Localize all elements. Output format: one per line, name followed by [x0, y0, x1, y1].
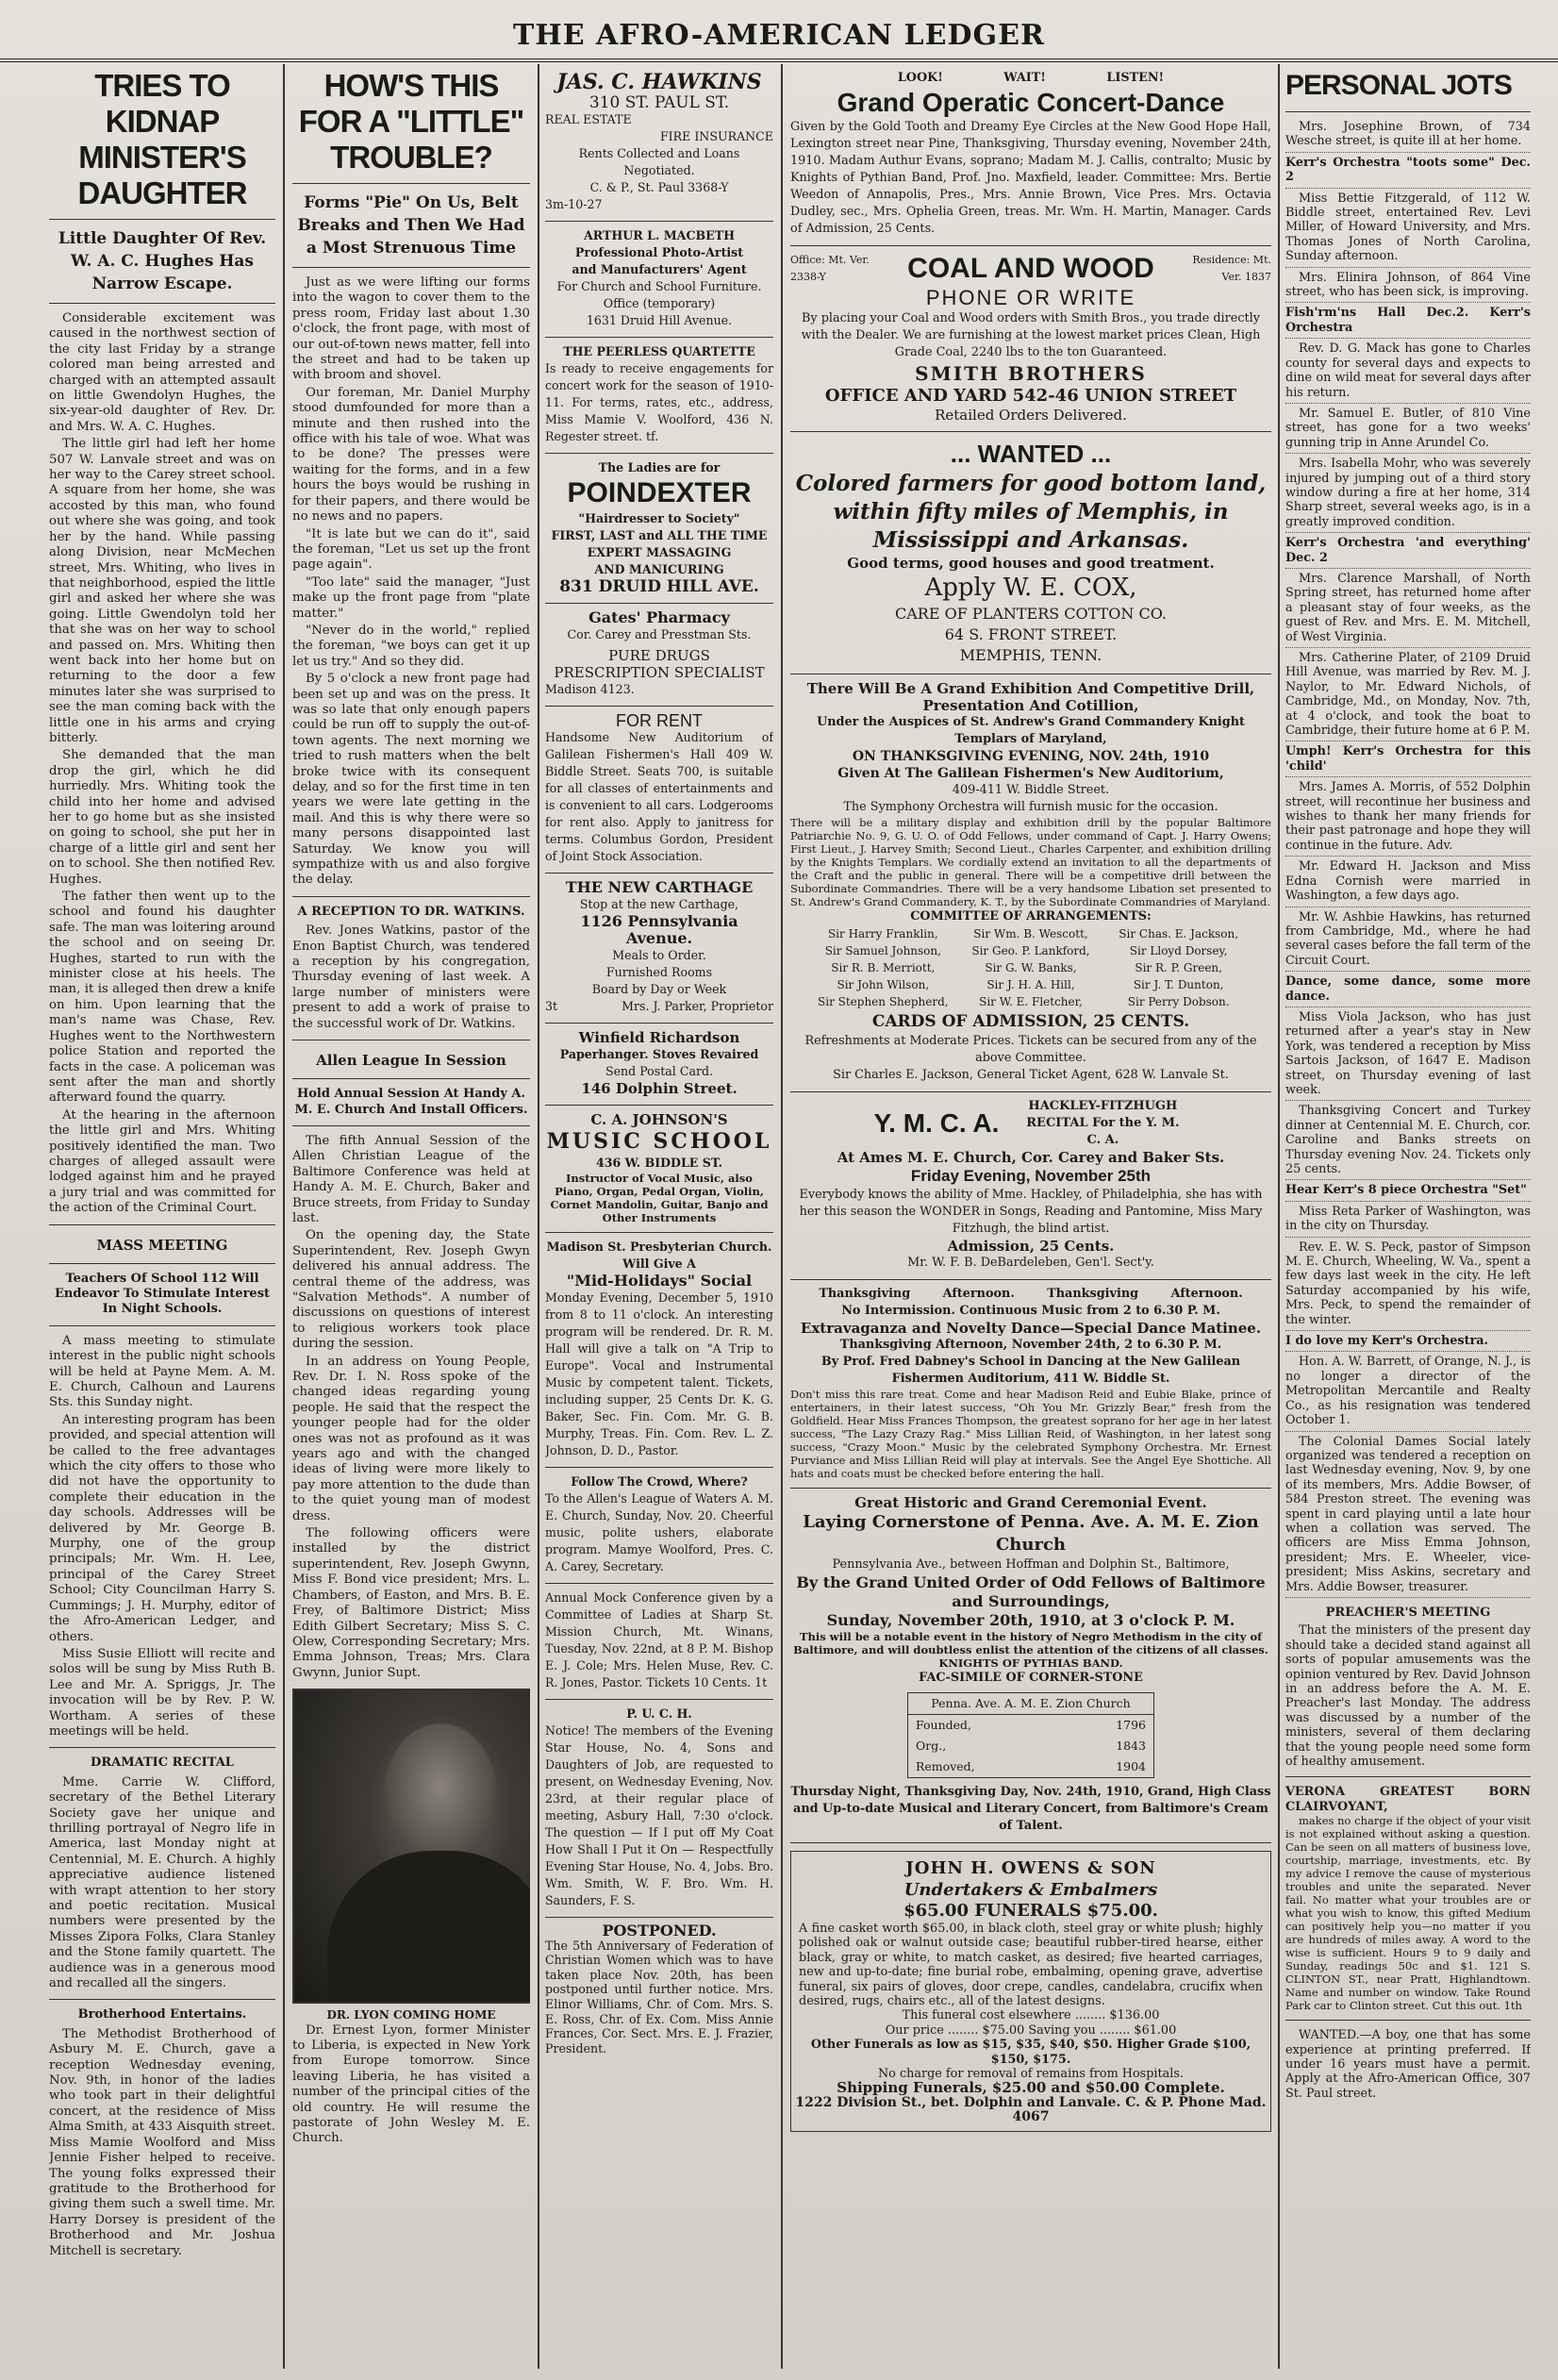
headline-kidnap: TRIES TO KIDNAP MINISTER'S DAUGHTER [77, 68, 247, 210]
drill-body: There will be a military display and exhibition drill by the popular Baltimore Patriarchie No. 9, G. U. O. of Odd Fellows, under command of Capt. J. Harry Owens; First Lieut., J. Harvey Smith; Second Lieut., Charles Carpenter, and exhibition drilling by the Knights Templars. We cordially extend an invitation to all the departments of the Craft and the public in general. There will be a competitive drill between the Subordinate Commandries. There will be a very handsome Libation set presented to St. Andrew's Grand Commandery, K. T., by the Subordinate Commandries of Maryland. [790, 816, 1271, 908]
jots-list [1285, 120, 1531, 1598]
article-paragraph: Just as we were lifting our forms into the wagon to cover them to the press room, Friday last about 1.30 o'clock, the front page, with most of our out-of-town news matter, fell into the street and had to be taken up with broom and shovel. [292, 275, 530, 383]
follow-heading: Follow The Crowd, Where? [571, 1474, 748, 1489]
hawkins-line: FIRE INSURANCE [659, 129, 773, 143]
column-3 [545, 64, 773, 2371]
dance-date: Thanksgiving Afternoon, November 24th, 2 to 6.30 P. M. [839, 1338, 1222, 1352]
madison-title: "Mid-Holidays" Social [566, 1272, 753, 1290]
personal-jot: Thanksgiving Concert and Turkey dinner at Centennial M. E. Church, cor. Caroline and Banks streets on Thursday evening Nov. 24. Tickets only 25 cents. [1285, 1104, 1531, 1180]
column-rule [538, 64, 539, 2369]
watkins-heading: A RECEPTION TO DR. WATKINS. [297, 904, 525, 919]
cornerstone-row: Founded, 1796 [916, 1718, 1146, 1732]
carthage-code: 3t [545, 999, 558, 1013]
headline-trouble: HOW'S THIS FOR A "LITTLE" TROUBLE? [298, 68, 524, 175]
poindexter-line: FIRST, LAST and ALL THE TIME [551, 528, 768, 542]
owens-price: $65.00 FUNERALS $75.00. [903, 1901, 1158, 1921]
concert-top: LOOK! WAIT! LISTEN! [897, 71, 1165, 85]
article-paragraph: The fifth Annual Session of the Allen Christian League of the Baltimore Conference was held at Handy A. M. E. Church, Baker and Bruce streets, from Friday to Sunday last. [292, 1133, 530, 1225]
postponed-heading: POSTPONED. [602, 1922, 717, 1939]
divider [49, 1224, 275, 1225]
article-paragraph: She demanded that the man drop the girl, which he did hurriedly. Mrs. Whiting took the child into her home and advised her to go home but as she insisted on going to school, she put her in charge of a little girl and sent her on to school. She then notified Rev. Hughes. [49, 748, 275, 887]
subhead-kidnap: Little Daughter Of Rev. W. A. C. Hughes Has Narrow Escape. [58, 229, 267, 293]
macbeth-line: For Church and School Furniture. [556, 279, 762, 293]
peerless-heading: THE PEERLESS QUARTETTE [563, 344, 755, 358]
gates-phone: Madison 4123. [545, 682, 635, 696]
poindexter-ad [545, 454, 773, 604]
owens-our: Our price ........ $75.00 Saving you ........ $61.00 [885, 2022, 1177, 2038]
coal-phone: PHONE OR WRITE [925, 286, 1136, 309]
article-paragraph: On the opening day, the State Superintendent, Rev. Joseph Gwyn delivered his annual address. The central theme of the address, was "Salvation Methods". A number of discussions on questions of interest to religious workers took place during the session. [292, 1228, 530, 1352]
drill-place: Given At The Galilean Fishermen's New Auditorium, [837, 766, 1224, 781]
committee-member: Sir Lloyd Dorsey, [1129, 944, 1228, 957]
zion-by: By the Grand United Order of Odd Fellows of Baltimore and Surroundings, [796, 1573, 1266, 1610]
article-paragraph: Considerable excitement was caused in the northwest section of the city last Friday by a strange colored man being arrested and charged with an attempted assault on little Gwendolyn Hughes, the six-year-old daughter of Rev. Dr. and Mrs. W. A. C. Hughes. [49, 311, 275, 434]
verona-heading: VERONA GREATEST BORN CLAIRVOYANT, [1285, 1785, 1531, 1814]
article-paragraph: The following officers were installed by the district superintendent, Rev. Joseph Gwynn, Miss F. Bond vice president; Mrs. L. Chambers, of Easton, and Mrs. B. E. Frey, of Baltimore District; Miss Edith Gilbert Secretary; Miss S. C. Olew, Corresponding Secretary; Mrs. Emma Johnson, Treas; Mrs. Clara Gwynn, Junior Supt. [292, 1526, 530, 1680]
verona-body: makes no charge if the object of your visit is not explained without asking a question. Can be seen on all matters of business love, courtship, marriage, investments, etc. By my advice I remove the cause of mysterious troubles and unite the separated. Never fail. No matter what your troubles are or what you wish to know, this gifted Medium can positively help you—no matter if you are hundreds of miles away. A word to the wise is sufficient. Hours 9 to 9 daily and Sunday, readings 50c and $1. 121 S. CLINTON ST., near Pratt, Highlandtown. Name and number on window. Take Round Park car to Clinton street. Cut this out. 1th [1285, 1814, 1531, 2013]
article-paragraph: The father then went up to the school and found his daughter safe. The man was loitering around the school and on seeing Dr. Hughes, started to run with the minister close at his heels. The man, it is alleged then drew a knife on him. Upon learning that the man's name was Chase, Rev. Hughes went to the Northwestern police Station and reported the facts in the case. A policeman was sent after the man and shortly afterward found the quarry. [49, 890, 275, 1106]
divider [49, 1263, 275, 1264]
portrait-photo [292, 1689, 530, 2004]
dance-top2: No Intermission. Continuous Music from 2 to 6.30 P. M. [841, 1304, 1220, 1318]
brotherhood-heading: Brotherhood Entertains. [77, 2007, 247, 2022]
dance-ad [790, 1280, 1271, 1489]
ymca-sign: Mr. W. F. B. DeBardeleben, Gen'l. Sect'y. [907, 1256, 1154, 1270]
cornerstone-row: Org., 1843 [916, 1739, 1146, 1753]
ymca-date: Friday Evening, November 25th [910, 1167, 1152, 1185]
wanted-classified: WANTED.—A boy, one that has some experience at printing preferred. If under 16 years must have a permit. Apply at the Afro-American Office, 307 St. Paul street. [1285, 2028, 1531, 2101]
wanted-city: MEMPHIS, TENN. [959, 646, 1102, 664]
coal-ad [790, 246, 1271, 432]
article-paragraph: A mass meeting to stimulate interest in the public night schools will be held at Payne Mem. A. M. E. Church, Calhoun and Laurens Sts. this Sunday night. [49, 1333, 275, 1410]
divider [49, 1325, 275, 1326]
richardson-ad [545, 1024, 773, 1106]
committee-member: Sir J. T. Dunton, [1133, 978, 1224, 991]
divider [49, 219, 275, 220]
cards-sign: Sir Charles E. Jackson, General Ticket Agent, 628 W. Lanvale St. [833, 1068, 1229, 1082]
personal-jot: Rev. E. W. S. Peck, pastor of Simpson M. E. Church, Wheeling, W. Va., spent a few days last week in the city. He left Saturday accompanied by his wife, Mrs. Peck, to spend the remainder of the winter. [1285, 1240, 1531, 1331]
drill-ad [790, 674, 1271, 1092]
divider [1285, 2020, 1531, 2021]
ymca-admission: Admission, 25 Cents. [947, 1238, 1115, 1255]
gates-line: PRESCRIPTION SPECIALIST [554, 664, 765, 681]
article-paragraph: The little girl had left her home 507 W. Lanvale street and was on her way to the Carey street school. A square from her home, she was accosted by this man, who found out where she was going, and took her by the hand. While passing along Division, near McMechen street, Mrs. Whiting, who lives in that neighborhood, espied the little girl and asked her where she was going. Little Gwendolyn told her that she was on her way to school and passed on. Mrs. Whiting then went back into her home but on returning to the door a few minutes later she was surprised to see the man coming back with the little one in his arms and crying bitterly. [49, 437, 275, 745]
committee-member: Sir Harry Franklin, [827, 927, 938, 940]
dance-body: Don't miss this rare treat. Come and hear Madison Reid and Eubie Blake, prince of entertainers, in their latest success, "Oh You Mr. Grizzly Bear," fresh from the Goldfield. Hear Miss Frances Thompson, the greatest soprano for her age in her latest success, "The Lazy Crazy Rag." Miss Lillian Reid, of Washington, in her latest song success, "Crazy Moon." Music by the celebrated Symphony Orchestra. Mr. Ernest Purviance and Miss Lillian Reid will play at intervals. See the Angel Eye Shottiche. All hats and coats must be checked before entering the hall. [790, 1388, 1271, 1480]
wanted-apply: Apply W. E. COX, [924, 574, 1137, 602]
coal-title: COAL AND WOOD [907, 253, 1154, 284]
personal-jot: The Colonial Dames Social lately organized was tendered a reception on last Wednesday evening, Nov. 9, by one of its members, Mrs. Addie Bowser, of 584 Preston street. The evening was spent in card playing until a late hour when a collation was served. The officers are Miss Emma Johnson, president; Mrs. E. Wheeler, vice-president; Miss Askins, secretary and Mrs. Addie Bowser, treasurer. [1285, 1435, 1531, 1598]
poindexter-line: AND MANICURING [594, 562, 724, 576]
carthage-address: 1126 Pennsylvania Avenue. [580, 912, 738, 947]
divider [49, 303, 275, 304]
article-paragraph: Mme. Carrie W. Clifford, secretary of the Bethel Literary Society gave her unique and thrilling portrayal of Negro life in America, last Monday night at Centennial, M. E. Church. A highly appreciative audience listened with wrapt attention to her story and poetic recitation. Musical numbers were presented by the Misses Zipora Folks, Clara Stanley and the Stone family quartett. The audience was in a generous mood and recalled all the singers. [49, 1774, 275, 1991]
hawkins-code: 3m-10-27 [545, 197, 603, 211]
personal-jot: Mrs. Elinira Johnson, of 864 Vine street, who has been sick, is improving. [1285, 271, 1531, 304]
peerless-ad [545, 338, 773, 454]
divider [292, 183, 530, 184]
zion-heading: Great Historic and Grand Ceremonial Event. [854, 1494, 1207, 1511]
gates-address: Cor. Carey and Presstman Sts. [567, 627, 752, 641]
poindexter-name: POINDEXTER [567, 477, 752, 508]
richardson-address: 146 Dolphin Street. [581, 1080, 738, 1097]
macbeth-ad [545, 222, 773, 338]
macbeth-name: ARTHUR L. MACBETH [584, 228, 735, 242]
committee-member: Sir Wm. B. Wescott, [973, 927, 1088, 940]
article-paragraph: "Never do in the world," replied the foreman, "we boys can get it up let us try." And so they did. [292, 623, 530, 669]
allen-subhead: Hold Annual Session At Handy A. M. E. Church And Install Officers. [294, 1087, 528, 1117]
article-paragraph: At the hearing in the afternoon the little girl and Mrs. Whiting positively identified the man. Two charges of alleged assault were lodged against him and he prayed a jury trial and was committed for the action of the Criminal Court. [49, 1107, 275, 1216]
personal-jot: Mrs. James A. Morris, of 552 Dolphin street, will recontinue her business and wishes to thank her many friends for their past patronage and hope they will continue in the future. Adv. [1285, 780, 1531, 857]
owens-ship: Shipping Funerals, $25.00 and $50.00 Complete. [837, 2079, 1225, 2097]
ymca-ad [790, 1092, 1271, 1280]
column-rule [1278, 64, 1280, 2369]
forrent-heading: FOR RENT [616, 711, 703, 730]
article-paragraph: "Too late" said the manager, "Just make up the front page from "plate matter." [292, 574, 530, 621]
coal-header [790, 252, 1271, 286]
allen-heading: Allen League In Session [316, 1052, 506, 1070]
personal-jot: Miss Viola Jackson, who has just returned after a year's stay in New York, was tendered a reception by Miss Sartois Jackson, of 1647 E. Madison street, on Thursday evening of last week. [1285, 1010, 1531, 1101]
personal-jot: Miss Bettie Fitzgerald, of 112 W. Biddle street, entertained Rev. Levi Miller, of Howard University, and Mrs. Thomas Jones of North Carolina, Sunday afternoon. [1285, 191, 1531, 268]
personal-jot: Hon. A. W. Barrett, of Orange, N. J., is no longer a director of the Metropolitan Mercantile and Realty Co., as his resignation was tendered October 1. [1285, 1355, 1531, 1431]
forrent-body: Handsome New Auditorium of Galilean Fishermen's Hall 409 W. Biddle Street. Seats 700, is suitable for all classes of entertainments and is convenient to all cars. Lodgerooms for rent also. Apply to janitress for terms. Columbus Gordon, President of Joint Stock Association. [545, 730, 773, 863]
carthage-name: THE NEW CARTHAGE [565, 878, 754, 896]
committee-member: Sir G. W. Banks, [985, 961, 1077, 974]
coal-body: By placing your Coal and Wood orders with Smith Bros., you trade directly with the Dealer. We are furnishing at the lowest market prices Clean, High Grade Coal, 2240 lbs to the ton Guaranteed. [801, 311, 1261, 359]
article-paragraph: Dr. Ernest Lyon, former Minister to Liberia, is expected in New York from Europe tomorrow. Since leaving Liberia, he has visited a number of the principal cities of the old country. He will resume the pastorate of John Wesley M. E. Church. [292, 2022, 530, 2146]
johnson-body: Instructor of Vocal Music, also Piano, Organ, Pedal Organ, Violin, Cornet Mandolin, Guitar, Banjo and Other Instruments [550, 1172, 769, 1224]
zion-body: This will be a notable event in the history of Negro Methodism in the city of Baltimore, and will doubtless enlist the attention of the citizens of all classes. KNIGHTS OF PYTHIAS BAND. [793, 1630, 1268, 1670]
zion-address: Pennsylvania Ave., between Hoffman and Dolphin St., Baltimore, [832, 1557, 1230, 1572]
recital-heading: DRAMATIC RECITAL [91, 1756, 234, 1771]
article-paragraph: "It is late but we can do it", said the foreman, "Let us set up the front page again". [292, 526, 530, 573]
macbeth-address: 1631 Druid Hill Avenue. [586, 313, 733, 327]
poindexter-line: EXPERT MASSAGING [587, 545, 732, 559]
hawkins-ad [545, 64, 773, 222]
mass-meeting-heading: MASS MEETING [96, 1236, 228, 1254]
puch-ad [545, 1700, 773, 1918]
personal-jot: Mrs. Isabella Mohr, who was severely injured by jumping out of a third story window during a fire at her home, 314 Sharp street, several weeks ago, is in a greatly improved condition. [1285, 457, 1531, 533]
wanted-body: Colored farmers for good bottom land, within fifty miles of Memphis, in Mississippi and Arkansas. [795, 471, 1267, 553]
personal-jot: Miss Reta Parker of Washington, was in the city on Thursday. [1285, 1205, 1531, 1238]
hawkins-line: REAL ESTATE [545, 112, 632, 126]
coal-name: SMITH BROTHERS [915, 362, 1147, 385]
cards-heading: CARDS OF ADMISSION, 25 CENTS. [871, 1012, 1190, 1031]
orchestra-notice: Kerr's Orchestra 'and everything' Dec. 2 [1285, 536, 1531, 569]
cornerstone-box [907, 1692, 1154, 1778]
johnson-name: C. A. JOHNSON'S [590, 1111, 728, 1128]
poindexter-line: The Ladies are for [598, 460, 721, 474]
puch-heading: P. U. C. H. [626, 1706, 692, 1721]
orchestra-notice: Dance, some dance, some more dance. [1285, 974, 1531, 1007]
zion-ad [790, 1489, 1271, 1843]
personal-jot: Mr. Edward H. Jackson and Miss Edna Cornish were married in Washington, a few days ago. [1285, 859, 1531, 907]
divider [49, 1999, 275, 2000]
carthage-line: Furnished Rooms [605, 965, 713, 979]
johnson-ad [545, 1106, 773, 1233]
committee-list [790, 925, 1271, 1010]
committee-heading: COMMITTEE OF ARRANGEMENTS: [910, 909, 1152, 924]
macbeth-line: Office (temporary) [603, 296, 716, 310]
divider [292, 1125, 530, 1126]
committee-member: Sir Stephen Shepherd, [818, 995, 949, 1008]
cards-body: Refreshments at Moderate Prices. Tickets can be secured from any of the above Committee. [804, 1034, 1257, 1065]
column-4 [790, 64, 1271, 2371]
divider [1285, 1776, 1531, 1777]
cornerstone-row: Penna. Ave. A. M. E. Zion Church [908, 1693, 1153, 1715]
madison-body: Monday Evening, December 5, 1910 from 8 to 11 o'clock. An interesting program will be rendered. Dr. R. M. Hall will give a talk on "A Trip to Europe". Vocal and Instrumental Music by competent talent. Tickets, including supper, 25 Cents Dr. K. G. Baker, Sec. Fin. Com. Mr. G. B. Murphy, Treas. Fin. Com. Rev. L. Z. Johnson, D. D., Pastor. [545, 1290, 773, 1457]
owens-other: Other Funerals as low as $15, $35, $40, $50. Higher Grade $100, $150, $175. [810, 2038, 1251, 2067]
richardson-name: Winfield Richardson [578, 1029, 740, 1046]
committee-member: Sir Geo. P. Lankford, [971, 944, 1090, 957]
concert-title: Grand Operatic Concert-Dance [837, 88, 1225, 117]
owens-cost: This funeral cost elsewhere ........ $136.00 [902, 2008, 1160, 2023]
richardson-line: Send Postal Card. [605, 1064, 714, 1078]
article-paragraph: Rev. Jones Watkins, pastor of the Enon Baptist Church, was tendered a reception by his congregation, Thursday evening of last week. A large number of ministers were present to add a work of praise to the successful work of Dr. Watkins. [292, 924, 530, 1031]
carthage-line: Board by Day or Week [591, 982, 727, 996]
annual-body: Annual Mock Conference given by a Committee of Ladies at Sharp St. Mission Church, Mt. Winans, Tuesday, Nov. 22nd, at 8 P. M. Bishop E. J. Cole; Mrs. Helen Muse, Rev. C. R. Jones, Pastor. Tickets 10 Cents. 1t [545, 1590, 773, 1689]
wanted-care: CARE OF PLANTERS COTTON CO. [894, 605, 1167, 623]
ymca-recital: HACKLEY-FITZHUGH RECITAL For the Y. M. C. A. [1026, 1099, 1180, 1147]
dance-top: Thanksgiving Afternoon. Thanksgiving Afternoon. [819, 1287, 1243, 1301]
owens-trade: Undertakers & Embalmers [903, 1880, 1158, 1900]
committee-member: Sir R. P. Green, [1135, 961, 1222, 974]
dance-title: Extravaganza and Novelty Dance—Special Dance Matinee. [800, 1320, 1262, 1337]
ymca-place: At Ames M. E. Church, Cor. Carey and Baker Sts. [837, 1149, 1225, 1166]
divider [292, 1078, 530, 1079]
macbeth-line: and Manufacturers' Agent [572, 262, 747, 276]
hawkins-address: 310 ST. PAUL ST. [588, 93, 730, 112]
personal-jot: Mrs. Josephine Brown, of 734 Wesche street, is quite ill at her home. [1285, 120, 1531, 153]
orchestra-notice: Kerr's Orchestra "toots some" Dec. 2 [1285, 156, 1531, 189]
postponed-ad [545, 1918, 773, 2055]
orchestra-notice: I do love my Kerr's Orchestra. [1285, 1334, 1531, 1352]
zion-title: Laying Cornerstone of Penna. Ave. A. M. E. Zion Church [803, 1512, 1259, 1555]
puch-body: Notice! The members of the Evening Star House, No. 4, Sons and Daughters of Job, are requested to present, on Wednesday Evening, Nov. 23rd, at their regular place of meeting, Asbury Hall, 7:30 o'clock. The question — If I put off My Coat How Shall I Put it On — Respectfully Evening Star House, No. 4, Jobs. Bro. Wm. Smith, W. F. Bro. Wm. H. Saunders, F. S. [545, 1723, 773, 1907]
coal-residence-phone: Residence: Mt. Ver. 1837 [1192, 254, 1271, 283]
article-paragraph: In an address on Young People, Rev. Dr. I. N. Ross spoke of the changed ideas regarding young people. He said that the respect the younger people had for the older ones was not as profound as it was years ago and with the changed ideas of living were more likely to pay more attention to the dude than to the quiet young man of modest dress. [292, 1354, 530, 1523]
gates-ad [545, 604, 773, 707]
committee-member: Sir Samuel Johnson, [824, 944, 941, 957]
madison-heading: Madison St. Presbyterian Church. Will Give A [546, 1240, 772, 1271]
macbeth-line: Professional Photo-Artist [574, 245, 744, 259]
coal-office-phone: Office: Mt. Ver. 2338-Y [790, 254, 870, 283]
facsimile-heading: FAC-SIMILE OF CORNER-STONE [919, 1671, 1143, 1685]
coal-retail: Retailed Orders Delivered. [935, 407, 1127, 424]
orchestra-notice: Hear Kerr's 8 piece Orchestra "Set" [1285, 1183, 1531, 1201]
article-paragraph: That the ministers of the present day should take a decided stand against all sorts of popular amusements was the opinion ventured by Rev. David Johnson in an address before the A. M. E. Preacher's last Monday. The address was discussed by a number of the ministers, several of them declaring that the young people need some form of healthy amusement. [1285, 1623, 1531, 1770]
zion-date: Sunday, November 20th, 1910, at 3 o'clock P. M. [826, 1611, 1235, 1629]
mass-meeting-subhead: Teachers Of School 112 Will Endeavor To Stimulate Interest In Night Schools. [54, 1271, 271, 1317]
column-rule [283, 64, 285, 2369]
orchestra-notice: Fish'rm'ns Hall Dec.2. Kerr's Orchestra [1285, 306, 1531, 339]
personal-jot: Mr. Samuel E. Butler, of 810 Vine street, has gone for a two weeks' gunning trip in Anne Arundel Co. [1285, 407, 1531, 454]
wanted-title: ... WANTED ... [950, 440, 1112, 468]
carthage-ad [545, 874, 773, 1024]
committee-member: Sir Perry Dobson. [1127, 995, 1230, 1008]
hawkins-name: JAS. C. HAWKINS [556, 70, 762, 94]
drill-sub: Under the Auspices of St. Andrew's Grand Commandery Knight Templars of Maryland, [817, 715, 1245, 746]
article-paragraph: Our foreman, Mr. Daniel Murphy stood dumfounded for more than a minute and then rushed into the office with his tale of woe. What was to be done? The presses were waiting for the forms, and in a few hours the boys would be rushing in for their papers, and there would be no news and no papers. [292, 385, 530, 524]
poindexter-line: "Hairdresser to Society" [578, 511, 740, 525]
headline-personal-jots: PERSONAL JOTS [1285, 70, 1512, 101]
portrait-face [384, 1723, 497, 1865]
divider [292, 267, 530, 268]
owens-address: 1222 Division St., bet. Dolphin and Lanvale. C. & P. Phone Mad. 4067 [795, 2094, 1267, 2125]
owens-nocharge: No charge for removal of remains from Hospitals. [877, 2067, 1185, 2082]
postponed-body: The 5th Anniversary of Federation of Christian Women which was to have taken place Nov. 20th, has been postponed until further notice. Mrs. Elinor Williams, Chr. of Com. Mrs. S. E. Ross, Chr. of Ex. Com. Miss Annie Frances, Cor. Sect. Mrs. E. J. Frazier, President. [545, 1938, 773, 2055]
johnson-address: 436 W. BIDDLE ST. [595, 1156, 723, 1170]
committee-member: Sir John Wilson, [837, 978, 930, 991]
personal-jot: Mrs. Catherine Plater, of 2109 Druid Hill Avenue, was married by Rev. M. J. Naylor, to Mr. Edward Nichols, of Cambridge, Md., on Monday, Nov. 7th, at 4 o'clock, and took the boat to Cambridge, their future home at 6 P. M. [1285, 651, 1531, 741]
column-5 [1285, 64, 1531, 2371]
column-1 [49, 64, 275, 2371]
divider [49, 1747, 275, 1748]
hawkins-phone: C. & P., St. Paul 3368-Y [589, 180, 729, 194]
forrent-ad [545, 707, 773, 874]
wanted-terms: Good terms, good houses and good treatment. [847, 555, 1215, 572]
divider [292, 896, 530, 897]
preachers-heading: PREACHER'S MEETING [1325, 1605, 1491, 1620]
gates-line: PURE DRUGS [608, 647, 710, 664]
orchestra-notice: Umph! Kerr's Orchestra for this 'child' [1285, 744, 1531, 777]
concert-ad [790, 64, 1271, 246]
carthage-line: Meals to Order. [612, 948, 706, 962]
ymca-header [790, 1098, 1271, 1149]
committee-member: Sir J. H. A. Hill, [986, 978, 1075, 991]
hawkins-line: Rents Collected and Loans Negotiated. [578, 146, 740, 177]
owens-name: JOHN H. OWENS & SON [905, 1858, 1156, 1878]
article-paragraph: Miss Susie Elliott will recite and solos will be sung by Miss Ruth B. Lee and Mr. A. Spriggs, Jr. The invocation will be by Rev. P. W. Wortham. A series of these meetings will be held. [49, 1646, 275, 1739]
masthead: THE AFRO-AMERICAN LEDGER [0, 19, 1558, 62]
drill-orchestra: The Symphony Orchestra will furnish music for the occasion. [843, 800, 1218, 814]
subhead-trouble: Forms "Pie" On Us, Belt Breaks and Then We Had a Most Strenuous Time [297, 193, 525, 258]
column-rule [781, 64, 783, 2369]
portrait-body [327, 1851, 530, 2002]
drill-title: There Will Be A Grand Exhibition And Competitive Drill, Presentation And Cotillion, [806, 680, 1255, 714]
owens-ad [790, 1851, 1271, 2132]
divider [1285, 111, 1531, 112]
wanted-ad [790, 432, 1271, 674]
personal-jot: Mr. W. Ashbie Hawkins, has returned from Cambridge, Md., where he had several cases before the fall term of the Circuit Court. [1285, 910, 1531, 973]
personal-jot: Mrs. Clarence Marshall, of North Spring street, has returned home after a pleasant stay of four weeks, as the guest of Rev. and Mrs. E. M. Mitchell, of West Virginia. [1285, 572, 1531, 648]
column-2 [292, 64, 530, 2371]
personal-jot: Rev. D. G. Mack has gone to Charles county for several days and expects to dine on wild meat for several days after his return. [1285, 341, 1531, 404]
follow-ad [545, 1468, 773, 1584]
carthage-line: Stop at the new Carthage, [579, 897, 739, 911]
johnson-title: MUSIC SCHOOL [546, 1129, 772, 1154]
drill-date: ON THANKSGIVING EVENING, NOV. 24th, 1910 [852, 749, 1210, 764]
ymca-body: Everybody knows the ability of Mme. Hackley, of Philadelphia, she has with her this season the WONDER in Songs, Reading and Pantomine, Miss Mary Fitzhugh, the blind artist. [799, 1188, 1263, 1236]
drill-address: 409-411 W. Biddle Street. [952, 783, 1110, 797]
committee-member: Sir W. E. Fletcher, [979, 995, 1083, 1008]
richardson-line: Paperhanger. Stoves Revaired [559, 1047, 759, 1061]
madison-ad [545, 1233, 773, 1468]
dance-by: By Prof. Fred Dabney's School in Dancing at the New Galilean Fishermen Auditorium, 411 W. Biddle St. [820, 1355, 1241, 1386]
article-paragraph: The Methodist Brotherhood of Asbury M. E. Church, gave a reception Wednesday evening, Nov. 9th, in honor of the ladies who took part in their delightful concert, at the residence of Miss Alma Smith, at 433 Aisquith street. Miss Mamie Woolford and Miss Jennie Fisher helped to receive. The young folks expressed their gratitude to the Brotherhood for giving them such a swell time. Mr. Harry Dorsey is president of the Brotherhood and Mr. Joshua Mitchell is secretary. [49, 2026, 275, 2258]
article-paragraph: An interesting program has been provided, and special attention will be called to the free advantages which the city offers to those who did not have the opportunity to complete their education in the day schools. Addresses will be delivered by Mr. George B. Murphy, one of the group principals; Mr. Wm. H. Lee, principal of the Carey Street School; City Councilman Harry S. Cummings; J. H. Murphy, editor of the Afro-American Ledger, and others. [49, 1412, 275, 1644]
article-paragraph: By 5 o'clock a new front page had been set up and was on the press. It was so late that only enough papers could be run off to supply the out-of-town agents. The next morning we tried to rush matters when the belt broke twice with its consequent delay, and so for the first time in ten years we were late getting in the mail. And this is why there were so many persons disappointed last Saturday. We know you will sympathize with us and also forgive the delay. [292, 672, 530, 888]
ymca-logo: Y. M. C. A. [873, 1108, 1000, 1138]
carthage-footer [545, 998, 773, 1015]
poindexter-address: 831 DRUID HILL AVE. [559, 577, 759, 596]
committee-member: Sir R. B. Merriott, [831, 961, 936, 974]
annual-ad [545, 1584, 773, 1700]
cornerstone-row: Removed, 1904 [916, 1759, 1146, 1773]
gates-name: Gates' Pharmacy [588, 608, 730, 626]
carthage-proprietor: Mrs. J. Parker, Proprietor [622, 999, 773, 1013]
owens-body: A fine casket worth $65.00, in black cloth, steel gray or white plush; highly polished oak or walnut outside case; beautiful rubber-tired hearse, either black, gray or white, to match casket, as desired; five hearted carriages, new and up-to-date; fine burial robe, embalming, opening grave, advertise funeral, six pairs of gloves, door crepe, candles, candelabra, crucifix when desired, rugs, chairs etc., all of the latest designs. [799, 1922, 1263, 2009]
coal-address: OFFICE AND YARD 542-46 UNION STREET [824, 386, 1237, 406]
committee-member: Sir Chas. E. Jackson, [1119, 927, 1239, 940]
peerless-body: Is ready to receive engagements for concert work for the season of 1910-11. For terms, rates, etc., address, Miss Mamie V. Woolford, 436 N. Regester street. tf. [545, 361, 773, 443]
zion-after: Thursday Night, Thanksgiving Day, Nov. 24th, 1910, Grand, High Class and Up-to-date Musical and Literary Concert, from Baltimore's Cream of Talent. [790, 1785, 1271, 1833]
photo-caption: DR. LYON COMING HOME [326, 2008, 496, 2022]
follow-body: To the Allen's League of Waters A. M. E. Church, Sunday, Nov. 20. Cheerful music, polite ushers, elaborate program. Mamye Woolford, Pres. C. A. Carey, Secretary. [545, 1491, 773, 1573]
concert-body: Given by the Gold Tooth and Dreamy Eye Circles at the New Good Hope Hall, Lexington street near Pine, Thanksgiving, Thursday evening, November 24th, 1910. Madam Authur Evans, soprano; Madam M. J. Callis, contralto; Music by Knights of Pythian Band, Prof. Jno. Maxfield, leader. Committee: Mrs. Bertie Weedon of Annapolis, Pres., Mrs. Annie Brown, Vice Pres. Mrs. Octavia Dudley, sec., Mrs. Ophelia Green, treas. Mr. Wm. H. Martin, Manager. Cards of Admission, 25 Cents. [790, 120, 1271, 236]
wanted-street: 64 S. FRONT STREET. [944, 625, 1118, 643]
